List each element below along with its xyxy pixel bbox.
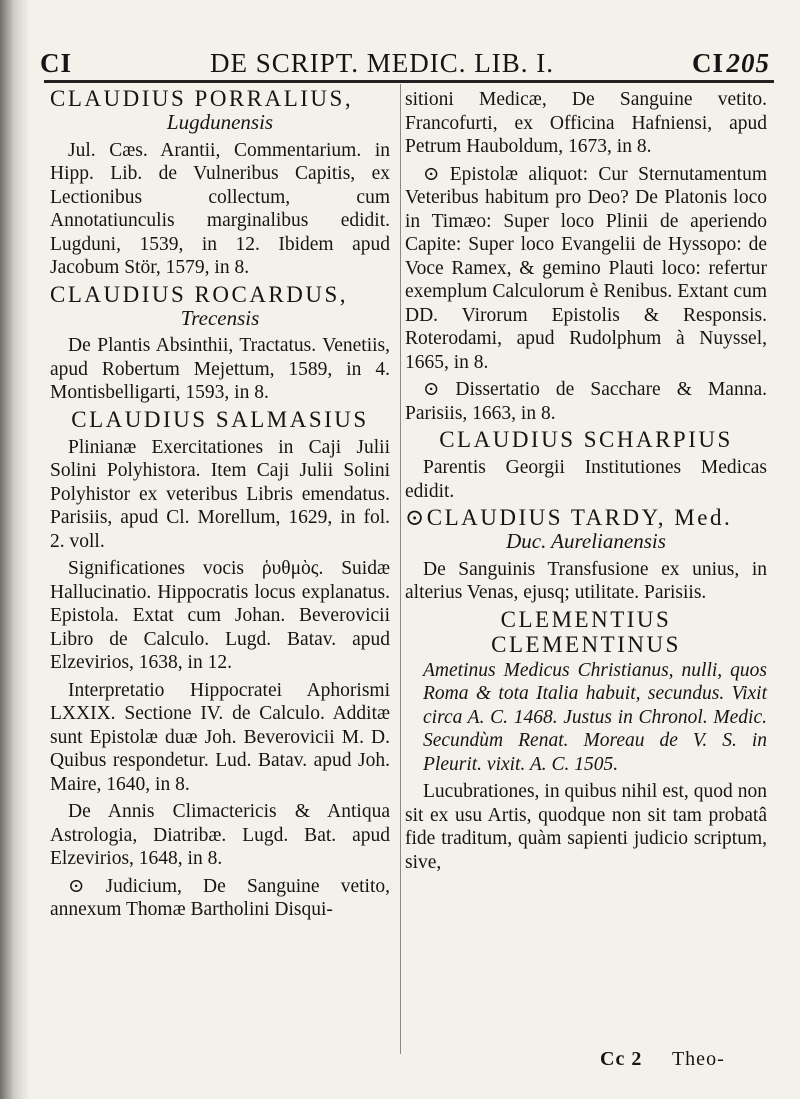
column-divider: [400, 84, 401, 1054]
left-column: [50, 84, 390, 922]
entry-text-porralius: Jul. Cæs. Arantii, Commentarium. in Hipp. Lib. de Vulneribus Capitis, ex Lectionibus collectum, cum Annotatiunculis marginalibus edidit. Lugduni, 1539, in 12. Ibidem apud Jacobum Stör, 1579, in 8.: [50, 139, 390, 278]
header-right-mark: CI: [691, 48, 724, 78]
entry-text-dissertatio: ⊙ Dissertatio de Sacchare & Manna. Parisiis, 1663, in 8.: [405, 379, 767, 424]
signature-mark: Cc 2: [600, 1048, 643, 1070]
page-footer: [600, 1048, 725, 1071]
header-left-mark: CI: [40, 48, 73, 78]
entry-text-clementinus: Lucubrationes, in quibus nihil est, quod non sit ex usu Artis, quodque non sit tam probatâ fide traditum, quàm sapienti judicio scriptum, sive,: [405, 781, 767, 873]
right-column: [405, 84, 767, 874]
entry-text-salmasius-4: De Annis Climactericis & Antiqua Astrologia, Diatribæ. Lugd. Bat. apud Elzevirios, 1648, in 8.: [50, 801, 390, 869]
running-header: [40, 44, 770, 80]
entry-heading-tardy: ⊙CLAUDIUS TARDY, Med.: [405, 505, 733, 530]
entry-heading-rocardus: CLAUDIUS ROCARDUS,: [50, 281, 349, 307]
page-number: 205: [726, 48, 770, 78]
entry-sub-porralius: Lugdunensis: [166, 110, 274, 134]
entry-heading-clementinus: CLEMENTIUS CLEMENTINUS: [491, 606, 681, 657]
entry-text-tardy: De Sanguinis Transfusione ex unius, in alterius Venas, ejusq; utilitate. Parisiis.: [405, 558, 767, 603]
entry-desc-clementinus: Ametinus Medicus Christianus, nulli, quos Roma & tota Italia habuit, secundus. Vixit circa A. C. 1468. Justus in Chronol. Medic. Secundùm Renat. Moreau de V. S. in Pleurit. vixit. A. C. 1505.: [423, 659, 767, 775]
entry-text-salmasius-5: ⊙ Judicium, De Sanguine vetito, annexum Thomæ Bartholini Disqui-: [50, 875, 390, 920]
entry-text-epistolae: ⊙ Epistolæ aliquot: Cur Sternutamentum Veteribus habitum pro Deo? De Platonis loco in Timæo: Super loco Plinii de aperiendo Capite: Super loco Evangelii de Hyssopo: de Voce Ramex, & gemino Plauti loco: refertur exemplum Calculorum è Renibus. Extant cum DD. Virorum Epistolis & Responsis. Roterodami, apud Rudolphum à Nuyssel, 1665, in 8.: [405, 163, 767, 373]
entry-text-salmasius-3: Interpretatio Hippocratei Aphorismi LXXIX. Sectione IV. de Calculo. Additæ sunt Epistolæ duæ Joh. Beverovicii M. D. Quibus respondetur. Lud. Batav. apud Joh. Maire, 1640, in 8.: [50, 679, 390, 795]
entry-text-salmasius-2: Significationes vocis ῥυθμὸς. Suidæ Hallucinatio. Hippocratis locus explanatus. Epistola. Extat cum Johan. Beverovicii Libro de Calculo. Lugd. Batav. apud Elzevirios, 1638, in 12.: [50, 558, 390, 673]
entry-text-salmasius-1: Plinianæ Exercitationes in Caji Julii Solini Polyhistora. Item Caji Julii Solini Polyhistor ex veteribus Libris emendatus. Parisiis, apud Cl. Morellum, 1629, in fol. 2. voll.: [50, 436, 390, 552]
catchword: Theo-: [671, 1048, 725, 1070]
entry-text-scharpius: Parentis Georgii Institutiones Medicas edidit.: [405, 457, 767, 502]
entry-heading-scharpius: CLAUDIUS SCHARPIUS: [439, 427, 733, 452]
entry-sub-tardy: Duc. Aurelianensis: [506, 529, 666, 553]
entry-heading-salmasius: CLAUDIUS SALMASIUS: [71, 406, 369, 432]
entry-text-continuation: sitioni Medicæ, De Sanguine vetito. Francofurti, ex Officina Hafniensi, apud Petrum Hauboldum, 1673, in 8.: [405, 89, 767, 157]
entry-heading-porralius: CLAUDIUS PORRALIUS,: [50, 86, 354, 111]
entry-text-rocardus: De Plantis Absinthii, Tractatus. Venetiis, apud Robertum Mejettum, 1589, in 4. Montisbelligarti, 1593, in 8.: [50, 335, 390, 403]
entry-sub-rocardus: Trecensis: [180, 305, 260, 330]
header-rule: [44, 80, 774, 83]
header-title: DE SCRIPT. MEDIC. LIB. I.: [210, 48, 555, 78]
